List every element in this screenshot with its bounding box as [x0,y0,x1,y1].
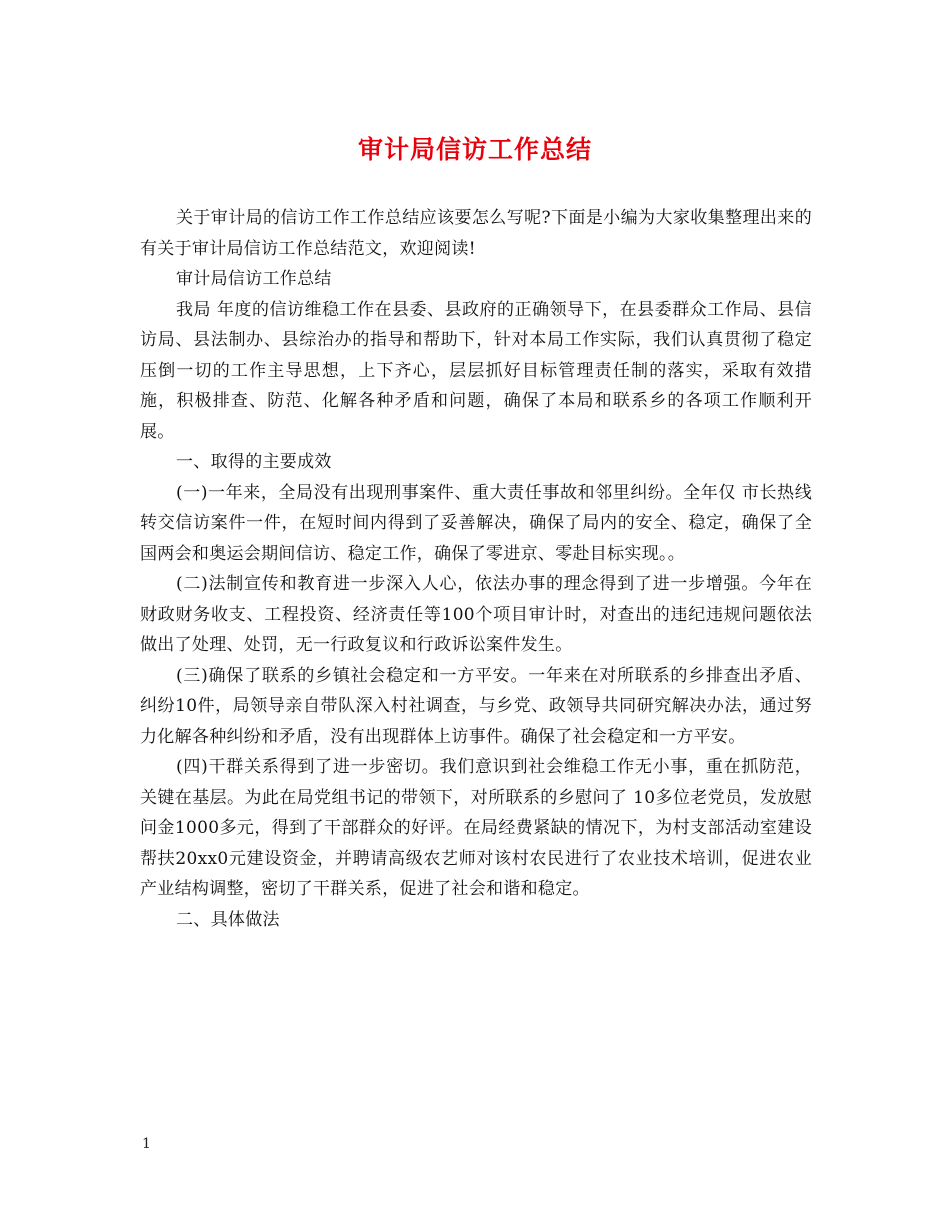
achievement-paragraph-3: (三)确保了联系的乡镇社会稳定和一方平安。一年来在对所联系的乡排查出矛盾、纠纷10件，局领导亲自带队深入村社调查，与乡党、政领导共同研究解决办法，通过努力化解各种纠纷和矛盾，没有出现群体上访事件。确保了社会稳定和一方平安。 [140,665,812,747]
page-number: 1 [142,1136,151,1152]
achievement-paragraph-4: (四)干群关系得到了进一步密切。我们意识到社会维稳工作无小事，重在抓防范，关键在基层。为此在局党组书记的带领下，对所联系的乡慰问了 10多位老党员，发放慰问金1000多元，得到了干部群众的好评。在局经费紧缺的情况下，为村支部活动室建设帮扶20xx0元建设资金，并聘请高级农艺师对该村农民进行了农业技术培训，促进农业产业结构调整，密切了干群关系，促进了社会和谐和稳定。 [140,757,812,899]
section-heading-methods: 二、具体做法 [176,909,280,930]
document-title: 审计局信访工作总结 [357,135,592,164]
intro-paragraph: 关于审计局的信访工作工作总结应该要怎么写呢?下面是小编为大家收集整理出来的有关于审计局信访工作总结范文，欢迎阅读! [140,208,812,259]
achievement-paragraph-1: (一)一年来，全局没有出现刑事案件、重大责任事故和邻里纠纷。全年仅 市长热线转交信访案件一件，在短时间内得到了妥善解决，确保了局内的安全、稳定，确保了全国两会和奥运会期间信访、稳定工作，确保了零进京、零赴目标实现。。 [140,482,812,564]
section-subtitle: 审计局信访工作总结 [176,269,332,289]
overview-paragraph: 我局 年度的信访维稳工作在县委、县政府的正确领导下，在县委群众工作局、县信访局、县法制办、县综治办的指导和帮助下，针对本局工作实际，我们认真贯彻了稳定压倒一切的工作主导思想，上下齐心，层层抓好目标管理责任制的落实，采取有效措施，积极排查、防范、化解各种矛盾和问题，确保了本局和联系乡的各项工作顺利开展。 [140,299,812,442]
document-body [140,203,812,935]
section-heading-achievements: 一、取得的主要成效 [176,452,332,472]
achievement-paragraph-2: (二)法制宣传和教育进一步深入人心，依法办事的理念得到了进一步增强。今年在财政财务收支、工程投资、经济责任等100个项目审计时，对查出的违纪违规问题依法做出了处理、处罚，无一行政复议和行政诉讼案件发生。 [140,574,812,655]
